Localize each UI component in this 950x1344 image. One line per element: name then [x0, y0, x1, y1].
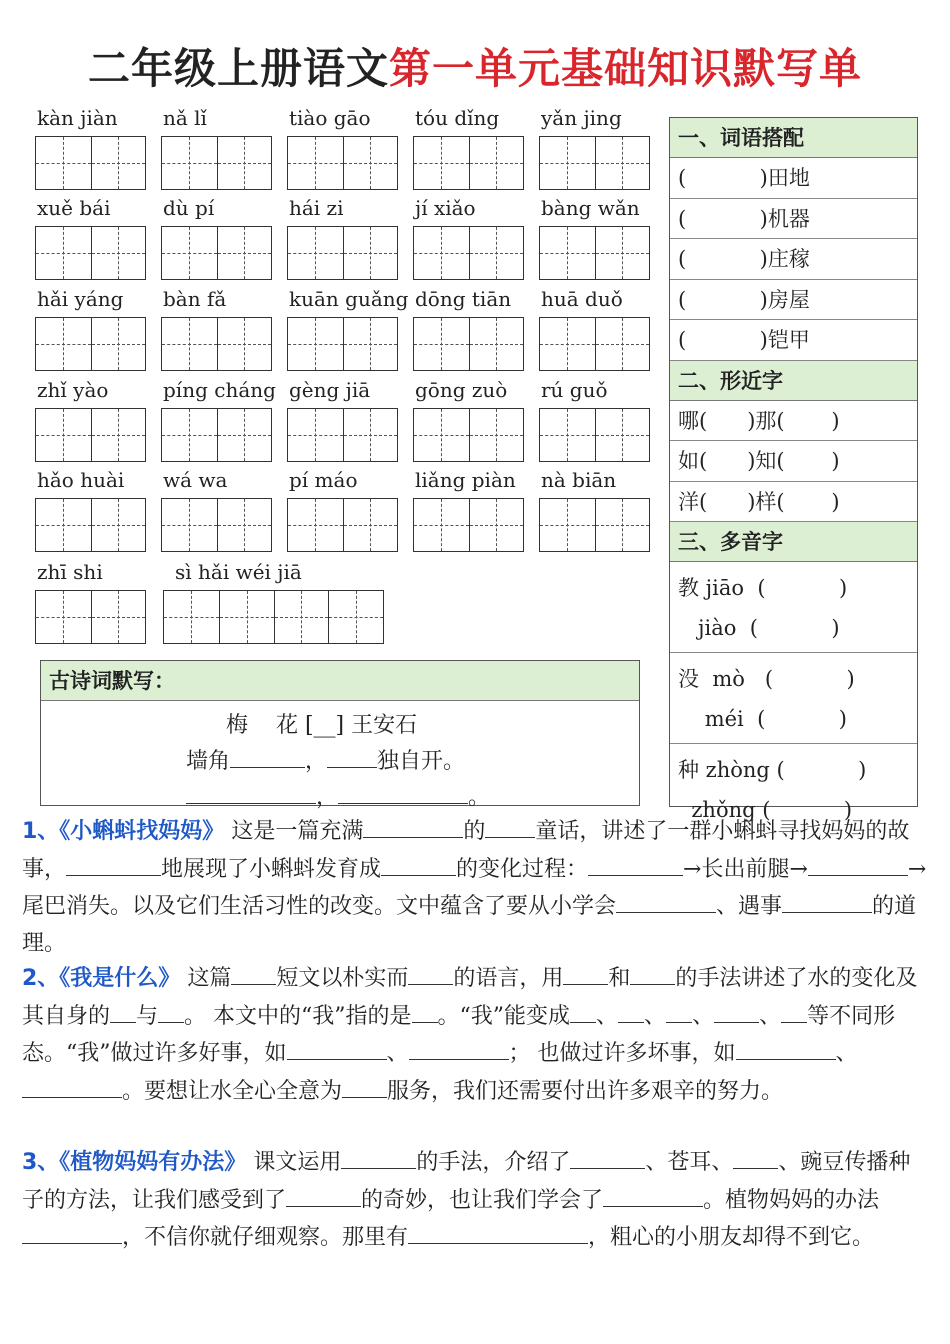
word-match-row[interactable]: ( )田地 — [670, 158, 917, 199]
answer-blank[interactable] — [588, 851, 683, 876]
pinyin-label: nǎ lǐ — [163, 106, 207, 130]
answer-blank[interactable] — [781, 998, 807, 1023]
polyphone-group[interactable]: 教 jiāo ( ) jiào ( ) — [670, 562, 917, 653]
answer-blank[interactable] — [409, 1035, 509, 1060]
grid-cell[interactable] — [343, 227, 398, 279]
grid-cell[interactable] — [595, 318, 650, 370]
answer-blank[interactable] — [485, 813, 535, 838]
grid-cell[interactable] — [469, 499, 524, 551]
exercise-panel — [669, 117, 918, 822]
answer-blank[interactable] — [808, 851, 908, 876]
answer-blank[interactable] — [733, 1144, 778, 1169]
grid-cell[interactable] — [469, 137, 524, 189]
answer-blank[interactable] — [570, 998, 596, 1023]
grid-cell[interactable] — [91, 409, 146, 461]
answer-blank[interactable] — [616, 888, 716, 913]
grid-cell[interactable] — [91, 227, 146, 279]
answer-blank[interactable] — [287, 1035, 387, 1060]
grid-cell[interactable] — [540, 499, 595, 551]
pinyin-label: gèng jiā — [289, 378, 371, 402]
writing-grid[interactable] — [35, 408, 146, 462]
answer-blank[interactable] — [782, 888, 872, 913]
similar-char-row[interactable]: 哪( )那( ) — [670, 401, 917, 442]
writing-grid[interactable] — [413, 408, 524, 462]
answer-blank[interactable] — [714, 998, 759, 1023]
pinyin-label: gōng zuò — [415, 378, 508, 402]
pinyin-label: kuān guǎng — [289, 287, 409, 311]
grid-cell[interactable] — [288, 227, 343, 279]
writing-grid[interactable] — [539, 498, 650, 552]
answer-blank[interactable] — [363, 813, 463, 838]
pinyin-label: hǎo huài — [37, 468, 125, 492]
pinyin-label: dōng tiān — [415, 287, 512, 311]
grid-cell[interactable] — [540, 137, 595, 189]
section-title-word-match: 一、词语搭配 — [670, 118, 917, 158]
writing-grid[interactable] — [413, 226, 524, 280]
grid-cell[interactable] — [217, 318, 272, 370]
pinyin-label: jí xiǎo — [415, 196, 476, 220]
pinyin-label: kàn jiàn — [37, 106, 118, 130]
grid-cell[interactable] — [595, 137, 650, 189]
passage-3: 3、《植物妈妈有办法》 课文运用 的手法，介绍了 、苍耳、 、豌豆传播种子的方法，让我们感受到了 的奇妙，也让我们学会了 。植物妈妈的办法，不信你就仔细观察。那里有 ，粗心的小朋友却得不到它。 — [22, 1144, 932, 1257]
writing-grid[interactable] — [413, 317, 524, 371]
writing-grid[interactable] — [35, 590, 146, 644]
writing-grid[interactable] — [35, 226, 146, 280]
grid-cell[interactable] — [36, 409, 91, 461]
writing-grid[interactable] — [161, 498, 272, 552]
section-title-polyphone: 三、多音字 — [670, 522, 917, 562]
grid-cell[interactable] — [164, 591, 219, 643]
word-match-row[interactable]: ( )房屋 — [670, 280, 917, 321]
answer-blank[interactable] — [158, 998, 184, 1023]
grid-cell[interactable] — [91, 591, 146, 643]
pinyin-label: rú guǒ — [541, 378, 608, 402]
word-match-row[interactable]: ( )机器 — [670, 199, 917, 240]
grid-cell[interactable] — [36, 227, 91, 279]
pinyin-label: dù pí — [163, 196, 215, 220]
writing-grid[interactable] — [539, 408, 650, 462]
grid-cell[interactable] — [36, 318, 91, 370]
writing-grid[interactable] — [539, 136, 650, 190]
grid-cell[interactable] — [219, 591, 274, 643]
grid-cell[interactable] — [288, 318, 343, 370]
page-title: 二年级上册语文第一单元基础知识默写单 — [87, 44, 863, 93]
pinyin-label: tiào gāo — [289, 106, 371, 130]
writing-grid[interactable] — [539, 317, 650, 371]
answer-blank[interactable] — [186, 779, 316, 804]
writing-grid[interactable] — [161, 136, 272, 190]
passage-2: 2、《我是什么》 这篇 短文以朴实而 的语言，用 和 的手法讲述了水的变化及其自身的 与 。 本文中的“我”指的是 。“我”能变成 、 、 、 、 等不同形态。“我”做过许多好事，如 、 ； 也做过许多坏事，如 、。要想让水全心全意为 服务，我们还需要付出许多艰辛的努力。 — [22, 960, 932, 1110]
grid-cell[interactable] — [217, 409, 272, 461]
poem-title-line: 梅 花 [__] 王安石 — [226, 713, 418, 738]
answer-blank[interactable] — [110, 998, 136, 1023]
writing-grid[interactable] — [287, 226, 398, 280]
pinyin-label: pí máo — [289, 468, 358, 492]
grid-cell[interactable] — [288, 137, 343, 189]
grid-cell[interactable] — [91, 137, 146, 189]
answer-blank[interactable] — [570, 1144, 645, 1169]
grid-cell[interactable] — [91, 318, 146, 370]
writing-grid[interactable] — [163, 590, 384, 644]
grid-cell[interactable] — [162, 137, 217, 189]
grid-cell[interactable] — [540, 318, 595, 370]
writing-grid[interactable] — [539, 226, 650, 280]
answer-blank[interactable] — [408, 960, 453, 985]
grid-cell[interactable] — [162, 499, 217, 551]
pinyin-label: hǎi yáng — [37, 287, 124, 311]
pinyin-label: wá wa — [163, 468, 228, 492]
poem-line-2: ， 。 — [186, 779, 490, 811]
passage-1: 1、《小蝌蚪找妈妈》 这是一篇充满 的 童话，讲述了一群小蝌蚪寻找妈妈的故事， 地展现了小蝌蚪发育成 的变化过程： →长出前腿→ →尾巴消失。以及它们生活习性的改变。文中蕴含了要从小学会 、遇事 的道理。 — [22, 813, 932, 962]
pinyin-label: xuě bái — [37, 196, 111, 220]
answer-blank[interactable] — [603, 1182, 703, 1207]
pinyin-label: yǎn jing — [541, 106, 622, 130]
answer-blank[interactable] — [231, 960, 276, 985]
word-match-row[interactable]: ( )铠甲 — [670, 320, 917, 361]
writing-grid[interactable] — [287, 498, 398, 552]
grid-cell[interactable] — [343, 318, 398, 370]
answer-blank[interactable] — [618, 998, 644, 1023]
writing-grid[interactable] — [161, 226, 272, 280]
grid-cell[interactable] — [328, 591, 383, 643]
grid-cell[interactable] — [343, 409, 398, 461]
answer-blank[interactable] — [666, 998, 692, 1023]
writing-grid[interactable] — [287, 317, 398, 371]
grid-cell[interactable] — [162, 227, 217, 279]
pinyin-label: hái zi — [289, 196, 344, 220]
polyphone-group[interactable]: 种 zhòng ( ) zhǒng ( ) — [678, 758, 867, 822]
pinyin-label: zhǐ yào — [37, 378, 109, 402]
similar-char-row[interactable]: 如( )知( ) — [670, 441, 917, 482]
grid-cell[interactable] — [540, 227, 595, 279]
pinyin-label: píng cháng — [163, 378, 276, 402]
answer-blank[interactable] — [736, 1035, 836, 1060]
grid-cell[interactable] — [288, 409, 343, 461]
poem-line-1: 墙角 ， 独自开。 — [186, 743, 465, 775]
answer-blank[interactable] — [630, 960, 675, 985]
poem-header: 古诗词默写： — [41, 661, 639, 701]
writing-grid[interactable] — [35, 136, 146, 190]
grid-cell[interactable] — [595, 409, 650, 461]
grid-cell[interactable] — [288, 499, 343, 551]
writing-grid[interactable] — [161, 317, 272, 371]
grid-cell[interactable] — [217, 137, 272, 189]
answer-blank[interactable] — [338, 779, 468, 804]
answer-blank[interactable] — [412, 998, 438, 1023]
pinyin-label: bàng wǎn — [541, 196, 640, 220]
writing-grid[interactable] — [35, 498, 146, 552]
grid-cell[interactable] — [36, 499, 91, 551]
grid-cell[interactable] — [595, 227, 650, 279]
grid-cell[interactable] — [343, 499, 398, 551]
grid-cell[interactable] — [414, 499, 469, 551]
answer-blank[interactable] — [286, 1182, 361, 1207]
grid-cell[interactable] — [217, 499, 272, 551]
grid-cell[interactable] — [217, 227, 272, 279]
pinyin-label: zhī shi — [37, 560, 103, 584]
pinyin-label: huā duǒ — [541, 287, 623, 311]
grid-cell[interactable] — [595, 499, 650, 551]
answer-blank[interactable] — [408, 1219, 588, 1244]
answer-blank[interactable] — [230, 743, 305, 768]
writing-grid[interactable] — [413, 498, 524, 552]
grid-cell[interactable] — [414, 409, 469, 461]
answer-blank[interactable] — [381, 851, 456, 876]
grid-cell[interactable] — [162, 318, 217, 370]
section-title-similar-chars: 二、形近字 — [670, 361, 917, 401]
writing-grid[interactable] — [287, 408, 398, 462]
grid-cell[interactable] — [469, 227, 524, 279]
writing-grid[interactable] — [287, 136, 398, 190]
similar-char-row[interactable]: 洋( )样( ) — [670, 482, 917, 523]
answer-blank[interactable] — [66, 851, 161, 876]
pinyin-label: nà biān — [541, 468, 617, 492]
pinyin-label: liǎng piàn — [415, 468, 516, 492]
grid-cell[interactable] — [414, 137, 469, 189]
answer-blank[interactable] — [327, 743, 377, 768]
grid-cell[interactable] — [343, 137, 398, 189]
grid-cell[interactable] — [36, 591, 91, 643]
grid-cell[interactable] — [274, 591, 329, 643]
writing-grid[interactable] — [161, 408, 272, 462]
word-match-row[interactable]: ( )庄稼 — [670, 239, 917, 280]
pinyin-label: tóu dǐng — [415, 106, 500, 130]
grid-cell[interactable] — [91, 499, 146, 551]
answer-blank[interactable] — [342, 1073, 387, 1098]
answer-blank[interactable] — [22, 1073, 122, 1098]
grid-cell[interactable] — [36, 137, 91, 189]
pinyin-label: sì hǎi wéi jiā — [175, 560, 302, 584]
grid-cell[interactable] — [540, 409, 595, 461]
answer-blank[interactable] — [341, 1144, 416, 1169]
writing-grid[interactable] — [35, 317, 146, 371]
grid-cell[interactable] — [414, 227, 469, 279]
pinyin-label: bàn fǎ — [163, 287, 227, 311]
writing-grid[interactable] — [413, 136, 524, 190]
grid-cell[interactable] — [162, 409, 217, 461]
grid-cell[interactable] — [469, 318, 524, 370]
grid-cell[interactable] — [414, 318, 469, 370]
answer-blank[interactable] — [563, 960, 608, 985]
polyphone-group[interactable]: 没 mò ( ) méi ( ) — [670, 653, 917, 744]
answer-blank[interactable] — [22, 1219, 122, 1244]
poem-dictation-box — [40, 660, 640, 810]
grid-cell[interactable] — [469, 409, 524, 461]
